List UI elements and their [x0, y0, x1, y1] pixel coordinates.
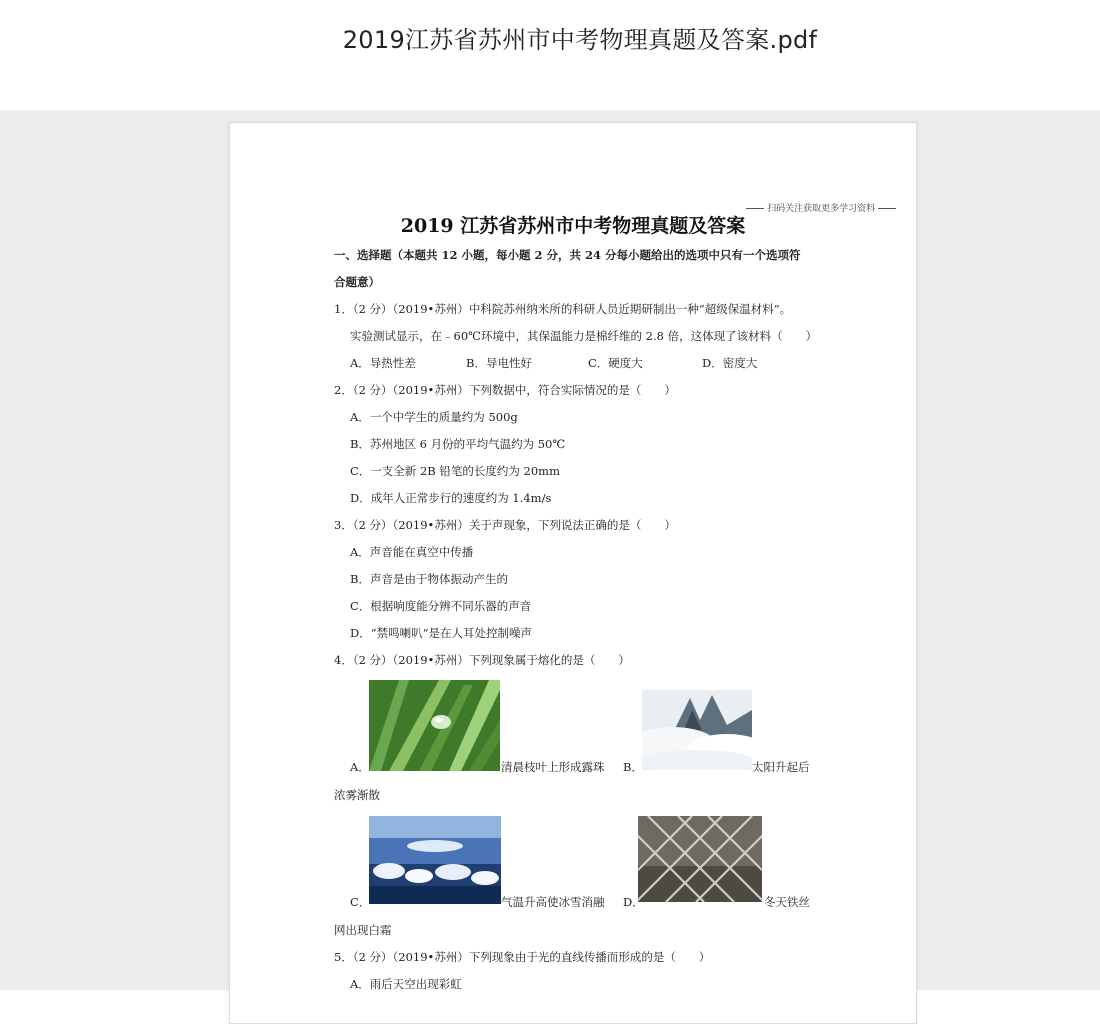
q4-option-d-letter: D． [623, 895, 644, 909]
q2-stem: 2．（2 分）（2019•苏州）下列数据中，符合实际情况的是（ ） [334, 383, 676, 397]
q3-option-b: B．声音是由于物体振动产生的 [350, 572, 508, 586]
q1-option-c: C．硬度大 [588, 356, 643, 370]
q4-stem: 4．（2 分）（2019•苏州）下列现象属于熔化的是（ ） [334, 653, 630, 667]
q4-option-a-letter: A． [350, 760, 370, 774]
section-heading-line2: 合题意） [334, 275, 380, 289]
q1-stem-line2: 实验测试显示，在﹣60℃环境中，其保温能力是棉纤维的 2.8 倍，这体现了该材料（ ） [350, 329, 818, 343]
q4-option-d-text: 冬天铁丝 [764, 895, 810, 909]
q4-option-b-text: 太阳升起后 [752, 760, 810, 774]
document-title: 2019江苏省苏州市中考物理真题及答案.pdf [342, 26, 818, 54]
mountain-fog-photo [642, 690, 752, 770]
q1-option-a: A．导热性差 [350, 356, 416, 370]
q4-option-d-continuation: 网出现白霜 [334, 923, 392, 937]
header-note-text: 扫码关注获取更多学习资料 [767, 204, 876, 214]
paper-title: 2019 江苏省苏州市中考物理真题及答案 [400, 215, 746, 237]
q4-option-b-letter: B． [623, 760, 643, 774]
frost-fence-photo [638, 816, 762, 902]
q4-option-c-text: 气温升高使冰雪消融 [501, 895, 605, 909]
pdf-page [229, 122, 917, 1024]
pdf-viewer-area[interactable] [0, 110, 1100, 990]
q1-stem-line1: 1．（2 分）（2019•苏州）中科院苏州纳米所的科研人员近期研制出一种“超级保温材料”。 [334, 302, 792, 316]
q3-option-a: A．声音能在真空中传播 [350, 545, 474, 559]
q1-option-b: B．导电性好 [466, 356, 532, 370]
section-heading-line1: 一、选择题（本题共 12 小题，每小题 2 分，共 24 分每小题给出的选项中只有一个选项符 [334, 248, 801, 262]
header-rule-left [746, 208, 764, 209]
q4-option-b-continuation: 浓雾渐散 [334, 788, 380, 802]
q5-option-a: A．雨后天空出现彩虹 [350, 977, 462, 991]
q4-option-a-text: 清晨枝叶上形成露珠 [501, 760, 605, 774]
q3-option-c: C．根据响度能分辨不同乐器的声音 [350, 599, 532, 613]
header-rule-right [878, 208, 896, 209]
q3-stem: 3．（2 分）（2019•苏州）关于声现象，下列说法正确的是（ ） [334, 518, 676, 532]
q1-option-d: D．密度大 [702, 356, 758, 370]
q2-option-c: C．一支全新 2B 铅笔的长度约为 20mm [350, 464, 560, 478]
q2-option-d: D．成年人正常步行的速度约为 1.4m/s [350, 491, 552, 505]
grass-dew-photo [369, 680, 500, 771]
q2-option-b: B．苏州地区 6 月份的平均气温约为 50℃ [350, 437, 566, 451]
q3-option-d: D．“禁鸣喇叭“是在人耳处控制噪声 [350, 626, 532, 640]
q2-option-a: A．一个中学生的质量约为 500g [350, 410, 518, 424]
q4-option-c-letter: C． [350, 895, 371, 909]
viewer-header [0, 0, 1100, 110]
q5-stem: 5．（2 分）（2019•苏州）下列现象由于光的直线传播而形成的是（ ） [334, 950, 711, 964]
melting-snow-photo [369, 816, 501, 904]
